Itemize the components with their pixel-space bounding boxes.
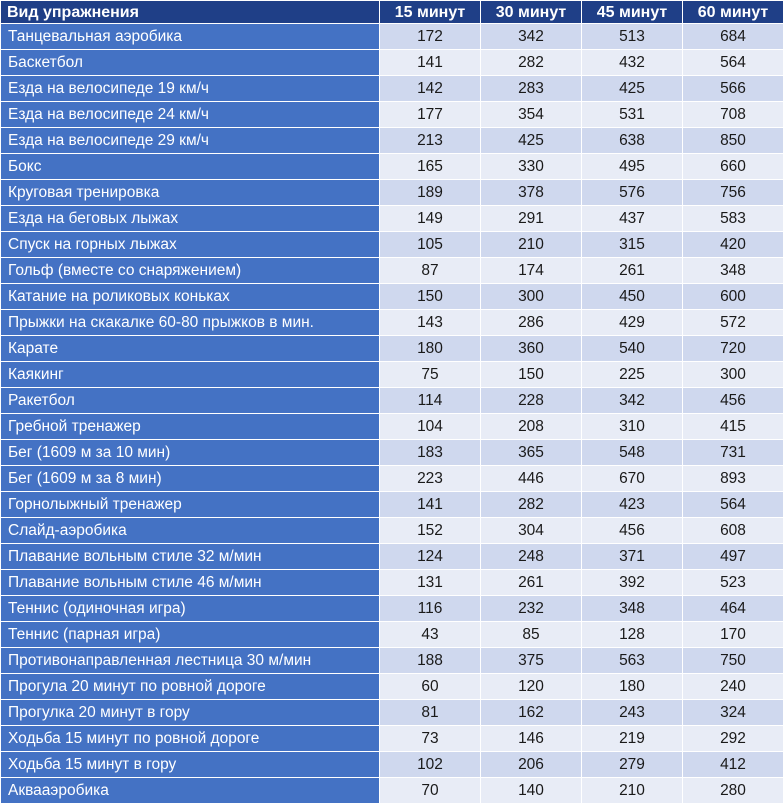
calories-60-min-cell: 660 [683, 154, 783, 180]
calories-15-min-cell: 87 [380, 258, 481, 284]
header-60-min: 60 минут [683, 1, 783, 24]
table-row [1, 76, 783, 102]
calories-45-min-cell: 261 [582, 258, 683, 284]
exercise-name-cell: Ходьба 15 минут по ровной дороге [1, 726, 380, 752]
calories-30-min-cell: 375 [481, 648, 582, 674]
calories-45-min-cell: 371 [582, 544, 683, 570]
table-row [1, 284, 783, 310]
table-row [1, 50, 783, 76]
calories-45-min-cell: 513 [582, 24, 683, 50]
calories-15-min-cell: 102 [380, 752, 481, 778]
table-row [1, 622, 783, 648]
calories-60-min-cell: 583 [683, 206, 783, 232]
table-row [1, 258, 783, 284]
calories-30-min-cell: 85 [481, 622, 582, 648]
calories-45-min-cell: 432 [582, 50, 683, 76]
calories-15-min-cell: 143 [380, 310, 481, 336]
exercise-name-cell: Езда на велосипеде 24 км/ч [1, 102, 380, 128]
exercise-name-cell: Теннис (одиночная игра) [1, 596, 380, 622]
calories-15-min-cell: 152 [380, 518, 481, 544]
table-row [1, 596, 783, 622]
exercise-name-cell: Катание на роликовых коньках [1, 284, 380, 310]
calories-60-min-cell: 415 [683, 414, 783, 440]
calories-15-min-cell: 124 [380, 544, 481, 570]
calories-45-min-cell: 456 [582, 518, 683, 544]
calories-30-min-cell: 162 [481, 700, 582, 726]
calories-30-min-cell: 282 [481, 50, 582, 76]
calories-15-min-cell: 165 [380, 154, 481, 180]
calories-45-min-cell: 531 [582, 102, 683, 128]
calories-30-min-cell: 425 [481, 128, 582, 154]
calories-15-min-cell: 73 [380, 726, 481, 752]
table-row [1, 492, 783, 518]
header-30-min: 30 минут [481, 1, 582, 24]
calories-15-min-cell: 70 [380, 778, 481, 804]
table-row [1, 466, 783, 492]
header-exercise-type: Вид упражнения [1, 1, 380, 24]
exercise-name-cell: Танцевальная аэробика [1, 24, 380, 50]
calories-45-min-cell: 576 [582, 180, 683, 206]
calories-30-min-cell: 286 [481, 310, 582, 336]
table-row [1, 570, 783, 596]
calories-60-min-cell: 464 [683, 596, 783, 622]
calories-15-min-cell: 142 [380, 76, 481, 102]
calories-60-min-cell: 412 [683, 752, 783, 778]
exercise-name-cell: Аквааэробика [1, 778, 380, 804]
calories-30-min-cell: 282 [481, 492, 582, 518]
exercise-name-cell: Бокс [1, 154, 380, 180]
calories-15-min-cell: 188 [380, 648, 481, 674]
calories-30-min-cell: 248 [481, 544, 582, 570]
table-body [1, 24, 783, 804]
table-row [1, 24, 783, 50]
exercise-name-cell: Ракетбол [1, 388, 380, 414]
calories-45-min-cell: 315 [582, 232, 683, 258]
table-row [1, 440, 783, 466]
table-row [1, 128, 783, 154]
calories-60-min-cell: 170 [683, 622, 783, 648]
table-row [1, 180, 783, 206]
calories-15-min-cell: 172 [380, 24, 481, 50]
exercise-name-cell: Бег (1609 м за 10 мин) [1, 440, 380, 466]
header-row [1, 1, 783, 24]
exercise-name-cell: Карате [1, 336, 380, 362]
exercise-name-cell: Бег (1609 м за 8 мин) [1, 466, 380, 492]
calories-30-min-cell: 354 [481, 102, 582, 128]
table-row [1, 102, 783, 128]
calories-45-min-cell: 128 [582, 622, 683, 648]
exercise-name-cell: Каякинг [1, 362, 380, 388]
exercise-name-cell: Спуск на горных лыжах [1, 232, 380, 258]
exercise-name-cell: Плавание вольным стиле 46 м/мин [1, 570, 380, 596]
calories-60-min-cell: 300 [683, 362, 783, 388]
calories-15-min-cell: 43 [380, 622, 481, 648]
calories-30-min-cell: 150 [481, 362, 582, 388]
calories-15-min-cell: 150 [380, 284, 481, 310]
calories-60-min-cell: 572 [683, 310, 783, 336]
calories-30-min-cell: 446 [481, 466, 582, 492]
calories-30-min-cell: 300 [481, 284, 582, 310]
calories-60-min-cell: 348 [683, 258, 783, 284]
calories-60-min-cell: 564 [683, 492, 783, 518]
calories-60-min-cell: 292 [683, 726, 783, 752]
calories-30-min-cell: 232 [481, 596, 582, 622]
calories-60-min-cell: 750 [683, 648, 783, 674]
calories-15-min-cell: 180 [380, 336, 481, 362]
calories-60-min-cell: 720 [683, 336, 783, 362]
exercise-name-cell: Ходьба 15 минут в гору [1, 752, 380, 778]
calories-60-min-cell: 280 [683, 778, 783, 804]
calories-60-min-cell: 600 [683, 284, 783, 310]
exercise-name-cell: Прыжки на скакалке 60-80 прыжков в мин. [1, 310, 380, 336]
calories-15-min-cell: 149 [380, 206, 481, 232]
calories-60-min-cell: 420 [683, 232, 783, 258]
calories-60-min-cell: 564 [683, 50, 783, 76]
table-row [1, 648, 783, 674]
calories-30-min-cell: 261 [481, 570, 582, 596]
calories-60-min-cell: 708 [683, 102, 783, 128]
calories-45-min-cell: 310 [582, 414, 683, 440]
calories-45-min-cell: 210 [582, 778, 683, 804]
calories-30-min-cell: 291 [481, 206, 582, 232]
calories-45-min-cell: 548 [582, 440, 683, 466]
calories-30-min-cell: 140 [481, 778, 582, 804]
calories-15-min-cell: 183 [380, 440, 481, 466]
exercise-name-cell: Езда на велосипеде 29 км/ч [1, 128, 380, 154]
exercise-name-cell: Плавание вольным стиле 32 м/мин [1, 544, 380, 570]
table-row [1, 752, 783, 778]
calories-60-min-cell: 893 [683, 466, 783, 492]
table-row [1, 362, 783, 388]
table-row [1, 778, 783, 804]
calories-30-min-cell: 342 [481, 24, 582, 50]
calories-45-min-cell: 563 [582, 648, 683, 674]
calories-30-min-cell: 146 [481, 726, 582, 752]
calories-15-min-cell: 114 [380, 388, 481, 414]
header-15-min: 15 минут [380, 1, 481, 24]
header-45-min: 45 минут [582, 1, 683, 24]
table-row [1, 414, 783, 440]
calories-45-min-cell: 348 [582, 596, 683, 622]
table-row [1, 206, 783, 232]
calories-45-min-cell: 429 [582, 310, 683, 336]
calories-60-min-cell: 240 [683, 674, 783, 700]
table-row [1, 726, 783, 752]
calories-15-min-cell: 60 [380, 674, 481, 700]
calories-15-min-cell: 213 [380, 128, 481, 154]
exercise-name-cell: Круговая тренировка [1, 180, 380, 206]
calories-45-min-cell: 423 [582, 492, 683, 518]
calories-15-min-cell: 131 [380, 570, 481, 596]
table-row [1, 232, 783, 258]
table-header [1, 1, 783, 24]
calories-60-min-cell: 684 [683, 24, 783, 50]
calories-15-min-cell: 189 [380, 180, 481, 206]
table-row [1, 310, 783, 336]
calories-30-min-cell: 330 [481, 154, 582, 180]
calories-45-min-cell: 225 [582, 362, 683, 388]
calories-45-min-cell: 638 [582, 128, 683, 154]
calories-60-min-cell: 566 [683, 76, 783, 102]
table-row [1, 518, 783, 544]
exercise-name-cell: Гребной тренажер [1, 414, 380, 440]
calories-60-min-cell: 756 [683, 180, 783, 206]
calories-60-min-cell: 523 [683, 570, 783, 596]
calories-45-min-cell: 670 [582, 466, 683, 492]
exercise-name-cell: Езда на велосипеде 19 км/ч [1, 76, 380, 102]
calories-15-min-cell: 141 [380, 50, 481, 76]
exercise-name-cell: Теннис (парная игра) [1, 622, 380, 648]
calories-45-min-cell: 425 [582, 76, 683, 102]
exercise-name-cell: Слайд-аэробика [1, 518, 380, 544]
calories-45-min-cell: 495 [582, 154, 683, 180]
table-row [1, 154, 783, 180]
calories-45-min-cell: 392 [582, 570, 683, 596]
calories-30-min-cell: 210 [481, 232, 582, 258]
exercise-name-cell: Езда на беговых лыжах [1, 206, 380, 232]
calories-45-min-cell: 540 [582, 336, 683, 362]
calories-15-min-cell: 75 [380, 362, 481, 388]
exercise-name-cell: Прогула 20 минут по ровной дороге [1, 674, 380, 700]
calories-15-min-cell: 223 [380, 466, 481, 492]
calories-45-min-cell: 243 [582, 700, 683, 726]
calories-15-min-cell: 116 [380, 596, 481, 622]
exercise-name-cell: Противонаправленная лестница 30 м/мин [1, 648, 380, 674]
calories-60-min-cell: 497 [683, 544, 783, 570]
calories-15-min-cell: 81 [380, 700, 481, 726]
calories-30-min-cell: 174 [481, 258, 582, 284]
calories-30-min-cell: 365 [481, 440, 582, 466]
calories-45-min-cell: 450 [582, 284, 683, 310]
table-row [1, 388, 783, 414]
exercise-name-cell: Баскетбол [1, 50, 380, 76]
calories-45-min-cell: 437 [582, 206, 683, 232]
calories-15-min-cell: 141 [380, 492, 481, 518]
calories-30-min-cell: 378 [481, 180, 582, 206]
exercise-name-cell: Гольф (вместе со снаряжением) [1, 258, 380, 284]
calories-45-min-cell: 219 [582, 726, 683, 752]
table-row [1, 700, 783, 726]
calories-60-min-cell: 731 [683, 440, 783, 466]
calories-30-min-cell: 360 [481, 336, 582, 362]
calories-30-min-cell: 120 [481, 674, 582, 700]
calories-45-min-cell: 342 [582, 388, 683, 414]
table-row [1, 544, 783, 570]
exercise-name-cell: Прогулка 20 минут в гору [1, 700, 380, 726]
calories-30-min-cell: 304 [481, 518, 582, 544]
calories-15-min-cell: 104 [380, 414, 481, 440]
calories-60-min-cell: 456 [683, 388, 783, 414]
calories-30-min-cell: 208 [481, 414, 582, 440]
calories-30-min-cell: 206 [481, 752, 582, 778]
calories-30-min-cell: 283 [481, 76, 582, 102]
calories-45-min-cell: 279 [582, 752, 683, 778]
calories-30-min-cell: 228 [481, 388, 582, 414]
table-row [1, 336, 783, 362]
table-row [1, 674, 783, 700]
calories-60-min-cell: 324 [683, 700, 783, 726]
calories-15-min-cell: 105 [380, 232, 481, 258]
calories-15-min-cell: 177 [380, 102, 481, 128]
exercise-name-cell: Горнолыжный тренажер [1, 492, 380, 518]
calories-60-min-cell: 608 [683, 518, 783, 544]
calories-60-min-cell: 850 [683, 128, 783, 154]
calories-45-min-cell: 180 [582, 674, 683, 700]
